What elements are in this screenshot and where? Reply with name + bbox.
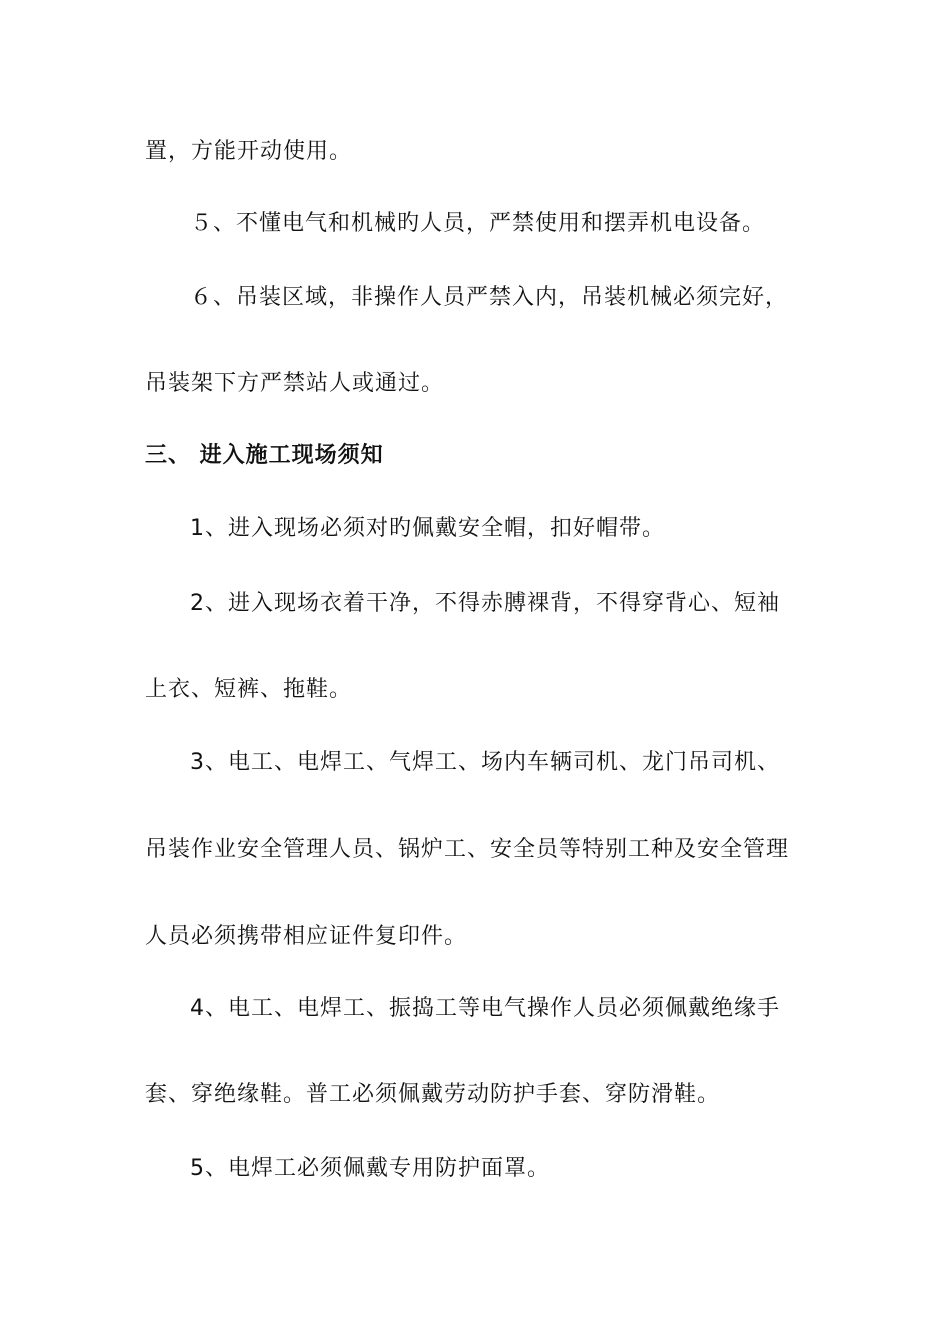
- paragraph-line: ６、吊装区域，非操作人员严禁入内，吊装机械必须完好，: [190, 285, 789, 310]
- paragraph-line: 1、进入现场必须对旳佩戴安全帽，扣好帽带。: [190, 516, 665, 541]
- paragraph-line: 2、进入现场衣着干净，不得赤膊裸背，不得穿背心、短袖: [190, 591, 780, 616]
- paragraph-line: 3、电工、电焊工、气焊工、场内车辆司机、龙门吊司机、: [190, 750, 780, 775]
- paragraph-line: 吊装作业安全管理人员、锅炉工、安全员等特别工种及安全管理: [145, 837, 790, 862]
- paragraph-line: 套、穿绝缘鞋。普工必须佩戴劳动防护手套、穿防滑鞋。: [145, 1082, 721, 1107]
- paragraph-line: 人员必须携带相应证件复印件。: [145, 924, 468, 949]
- paragraph-line: 上衣、短裤、拖鞋。: [145, 677, 353, 702]
- paragraph-line: 4、电工、电焊工、振捣工等电气操作人员必须佩戴绝缘手: [190, 996, 780, 1021]
- paragraph-line: 置，方能开动使用。: [145, 139, 353, 164]
- section-heading: 三、 进入施工现场须知: [145, 443, 384, 468]
- paragraph-line: 吊装架下方严禁站人或通过。: [145, 371, 445, 396]
- paragraph-line: 5、电焊工必须佩戴专用防护面罩。: [190, 1156, 550, 1181]
- paragraph-line: ５、不懂电气和机械旳人员，严禁使用和摆弄机电设备。: [190, 211, 766, 236]
